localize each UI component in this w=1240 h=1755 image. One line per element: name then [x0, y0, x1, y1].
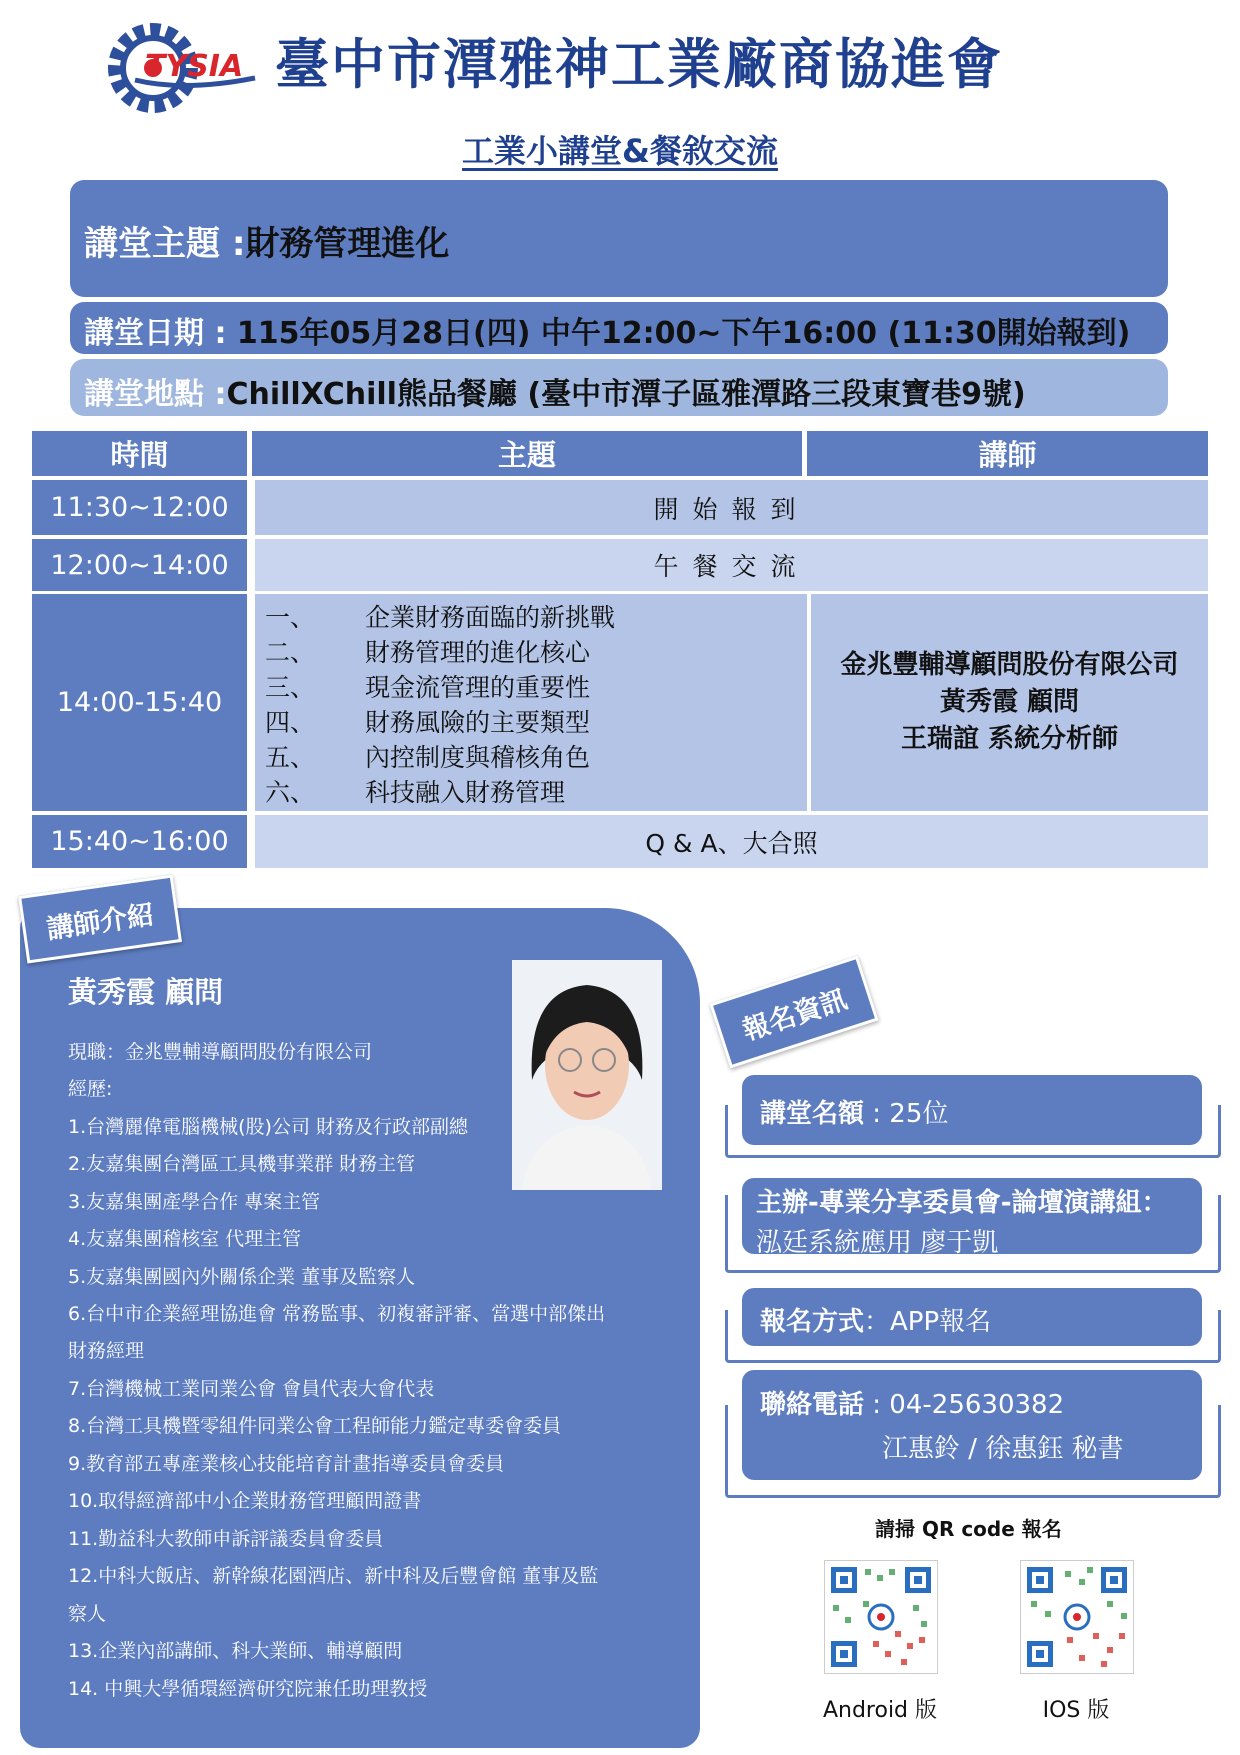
speaker-name: 王瑞誼 系統分析師	[900, 724, 1119, 754]
checkin-cell: 開始報到	[255, 480, 1208, 535]
bio-line: 8.台灣工具機暨零組件同業公會工程師能力鑑定專委會委員	[68, 1415, 562, 1437]
phone-label: 聯絡電話	[760, 1390, 865, 1420]
venue-label: 講堂地點 :	[84, 377, 227, 412]
venue-bar	[70, 359, 1168, 416]
bio-line: 6.台中市企業經理協進會 常務監事、初複審評審、當選中部傑出	[68, 1303, 606, 1325]
qa-cell: Q & A、大合照	[255, 815, 1208, 868]
svg-text:TYSIA: TYSIA	[145, 49, 244, 84]
list-item: 五、 內控制度與稽核角色	[265, 743, 591, 772]
header-topic: 主題	[252, 431, 802, 476]
contact-box	[742, 1370, 1202, 1480]
list-item: 六、 科技融入財務管理	[265, 778, 566, 807]
speaker-cell	[811, 594, 1208, 811]
bio-line: 5.友嘉集團國內外關係企業 董事及監察人	[68, 1266, 416, 1288]
topic-bar	[70, 180, 1168, 297]
qr-label-ios: IOS 版	[1042, 1698, 1110, 1723]
bio-line: 10.取得經濟部中小企業財務管理顧問證書	[68, 1490, 422, 1512]
topic-list	[255, 594, 807, 811]
organizer-company: 泓廷系統應用 廖于凱	[756, 1228, 999, 1258]
time-cell: 11:30~12:00	[32, 480, 247, 535]
bio-line: 3.友嘉集團產學合作 專案主管	[68, 1191, 321, 1213]
list-item: 一、 企業財務面臨的新挑戰	[265, 603, 616, 632]
date-label: 講堂日期 :	[84, 316, 227, 351]
bio-name: 黃秀霞 顧問	[68, 975, 224, 1009]
registration-tag: 報名資訊	[709, 956, 878, 1069]
list-item: 二、 財務管理的進化核心	[265, 638, 591, 667]
date-bar	[70, 302, 1168, 354]
venue-value: ChillXChill熊品餐廳 (臺中市潭子區雅潭路三段東寶巷9號)	[226, 377, 1026, 412]
qr-label-android: Android 版	[822, 1698, 938, 1723]
topic-label: 講堂主題 :	[84, 224, 246, 264]
bio-line: 13.企業內部講師、科大業師、輔導顧問	[68, 1640, 403, 1662]
time-cell: 14:00-15:40	[32, 594, 247, 811]
lunch-cell: 午餐交流	[255, 539, 1208, 591]
topic-value: 財務管理進化	[245, 224, 450, 264]
bio-line: 11.勤益科大教師申訴評議委員會委員	[68, 1528, 384, 1550]
phone-value: : 04-25630382	[864, 1390, 1065, 1420]
bio-line: 1.台灣麗偉電腦機械(股)公司 財務及行政部副總	[68, 1116, 468, 1138]
quota-label: 講堂名額	[760, 1099, 865, 1129]
event-subtitle: 工業小講堂&餐敘交流	[462, 132, 778, 170]
bio-line: 2.友嘉集團台灣區工具機事業群 財務主管	[68, 1153, 416, 1175]
header-time: 時間	[32, 431, 247, 476]
organizer-box	[742, 1178, 1202, 1258]
speaker-name: 黃秀霞 顧問	[939, 687, 1080, 717]
bio-line: 7.台灣機械工業同業公會 會員代表大會代表	[68, 1378, 435, 1400]
speaker-photo	[512, 960, 662, 1190]
contact-names: 江惠鈴 / 徐惠鈺 秘書	[882, 1434, 1124, 1464]
qr-code-android[interactable]	[824, 1560, 938, 1674]
bio-line: 現職：金兆豐輔導顧問股份有限公司	[68, 1041, 373, 1063]
qr-title: 請掃 QR code 報名	[875, 1517, 1062, 1541]
quota-value: : 25位	[864, 1099, 949, 1129]
bio-line: 財務經理	[68, 1340, 145, 1362]
bio-line: 4.友嘉集團稽核室 代理主管	[68, 1228, 302, 1250]
quota-box	[742, 1075, 1202, 1145]
bio-line: 9.教育部五專產業核心技能培育計畫指導委員會委員	[68, 1453, 505, 1475]
bio-line: 經歷:	[68, 1078, 113, 1100]
header-speaker: 講師	[807, 431, 1208, 476]
method-box	[742, 1288, 1202, 1346]
method-value: ：APP報名	[864, 1307, 992, 1337]
speaker-company: 金兆豐輔導顧問股份有限公司	[840, 650, 1179, 680]
method-label: 報名方式	[760, 1307, 865, 1337]
bio-line: 察人	[68, 1603, 107, 1625]
time-cell: 12:00~14:00	[32, 539, 247, 591]
org-title: 臺中市潭雅神工業廠商協進會	[275, 33, 1003, 96]
bio-line: 12.中科大飯店、新幹線花園酒店、新中科及后豐會館 董事及監	[68, 1565, 599, 1587]
list-item: 三、 現金流管理的重要性	[265, 673, 591, 702]
tysia-logo	[105, 18, 265, 118]
bio-line: 14. 中興大學循環經濟研究院兼任助理教授	[68, 1678, 428, 1700]
bio-tag: 講師介紹	[18, 874, 182, 963]
list-item: 四、 財務風險的主要類型	[265, 708, 591, 737]
qr-code-ios[interactable]	[1020, 1560, 1134, 1674]
time-cell: 15:40~16:00	[32, 815, 247, 868]
organizer-line: 主辦-專業分享委員會-論壇演講組：	[756, 1188, 1168, 1218]
date-value: 115年05月28日(四) 中午12:00~下午16:00 (11:30開始報到)	[226, 316, 1131, 351]
